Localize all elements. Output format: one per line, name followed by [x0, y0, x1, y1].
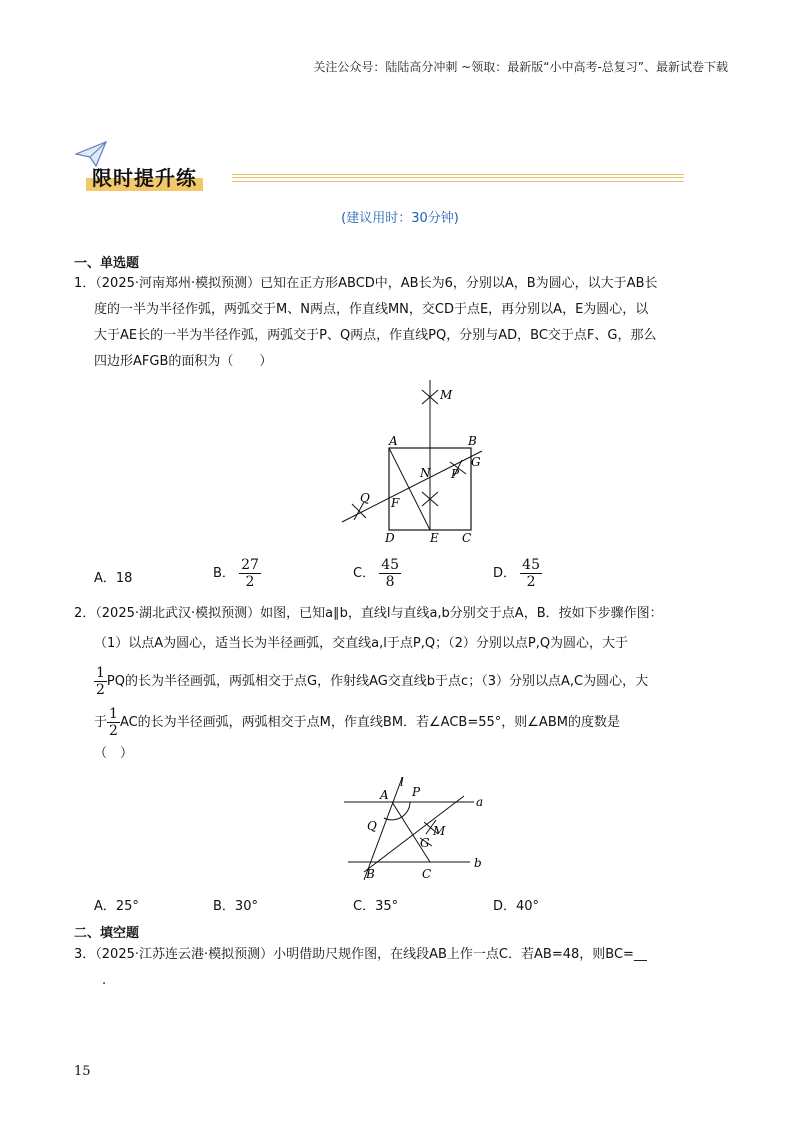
q2-half-fraction-1: $\frac{1}{2}$ [96, 665, 105, 698]
q1-option-c-fraction: $\frac{45}{8}$ [381, 557, 400, 590]
q1-label-n: N [420, 466, 431, 480]
q1-label-q: Q [360, 491, 370, 505]
page-header: 关注公众号：陆陆高分冲刺 ~领取：最新版“小中高考-总复习”、最新试卷下载 [313, 60, 728, 74]
q2-line-bm [364, 796, 464, 872]
q1-option-d[interactable] [493, 557, 542, 590]
q1-line-3: 大于AE长的一半为半径作弧，两弧交于P、Q两点，作直线PQ，分别与AD，BC交于点F、G，那么 [94, 328, 657, 343]
q1-option-b-fraction: $\frac{27}{2}$ [241, 557, 259, 590]
q2-line-4 [74, 706, 724, 739]
q1-line-1: 1．（2025·河南郑州·模拟预测）已知在正方形ABCD中，AB长为6，分别以A，B为圆心，以大于AB长 [74, 276, 658, 291]
question-2 [74, 601, 724, 767]
q3-line-1: 3．（2025·江苏连云港·模拟预测）小明借助尺规作图，在线段AB上作一点C．若AB=48，则BC=__ [74, 947, 647, 962]
q1-label-d: D [385, 531, 395, 544]
q1-label-c: C [462, 531, 472, 544]
q2-label-a: A [380, 788, 389, 802]
q2-label-g: G [420, 836, 430, 850]
q1-option-b-prefix: B． [213, 566, 235, 581]
q1-line-2: 度的一半为半径作弧，两弧交于M、N两点，作直线MN，交CD于点E，再分别以A，E为圆心，以 [94, 302, 649, 317]
section-fill-blank: 二、填空题 [74, 926, 140, 941]
q2-half-fraction-2: $\frac{1}{2}$ [109, 706, 118, 739]
q2-label-l: l [400, 775, 404, 789]
q2-line-2: （1）以点A为圆心，适当长为半径画弧，交直线a,l于点P,Q；（2）分别以点P,Q为圆心，大于 [94, 636, 629, 651]
q1-figure [330, 378, 500, 544]
q2-option-a[interactable]: A．25° [94, 899, 139, 914]
q1-label-b: B [468, 434, 477, 448]
q2-label-c: C [422, 867, 432, 881]
q1-option-b[interactable] [213, 557, 261, 590]
q2-option-b[interactable]: B．30° [213, 899, 258, 914]
question-3 [74, 942, 724, 994]
q2-label-p: P [412, 785, 421, 799]
suggested-time: (建议用时：30分钟) [341, 211, 459, 226]
banner-decoration-lines [232, 174, 684, 182]
q2-label-m: M [433, 824, 446, 838]
q1-segment-ae [389, 448, 430, 530]
q1-option-d-prefix: D． [493, 566, 517, 581]
question-1 [74, 271, 724, 375]
q2-line-4-text: AC的长为半径画弧，两弧相交于点M，作直线BM．若∠ACB=55°，则∠ABM的度数是 [119, 715, 620, 730]
q2-line-1: 2．（2025·湖北武汉·模拟预测）如图，已知a∥b，直线l与直线a,b分别交于点A，B．按如下步骤作图： [74, 606, 663, 621]
q1-label-e: E [430, 531, 439, 544]
q2-ray-ag [392, 802, 430, 862]
q2-figure [340, 772, 490, 884]
q2-option-d[interactable]: D．40° [493, 899, 540, 914]
section-banner-title: 限时提升练 [86, 162, 203, 191]
q1-option-c-prefix: C． [353, 566, 376, 581]
q2-line-3 [74, 665, 724, 698]
q2-label-b: B [366, 867, 375, 881]
q1-label-g: G [471, 455, 481, 469]
page-number: 15 [74, 1064, 91, 1079]
q2-line-4-prefix: 于 [94, 715, 108, 730]
q2-option-c[interactable]: C．35° [353, 899, 399, 914]
q1-option-a[interactable]: A．18 [94, 571, 133, 586]
q2-label-q: Q [367, 819, 377, 833]
section-single-choice: 一、单选题 [74, 256, 140, 271]
q2-line-5: （ ） [94, 746, 134, 761]
q1-label-a: A [389, 434, 398, 448]
q2-line-3-text: PQ的长为半径画弧，两弧相交于点G，作射线AG交直线b于点c；（3）分别以点A,C为圆心，大 [106, 674, 649, 689]
q1-option-d-fraction: $\frac{45}{2}$ [522, 557, 540, 590]
q3-line-2: . [102, 973, 107, 988]
q1-label-f: F [391, 496, 400, 510]
q2-label-a-line: a [476, 795, 484, 809]
q1-option-c[interactable] [353, 557, 401, 590]
q2-label-b-line: b [474, 856, 482, 870]
q1-label-p: P [451, 467, 460, 481]
q1-line-4: 四边形AFGB的面积为（ ） [94, 354, 273, 369]
q1-label-m: M [440, 388, 453, 402]
